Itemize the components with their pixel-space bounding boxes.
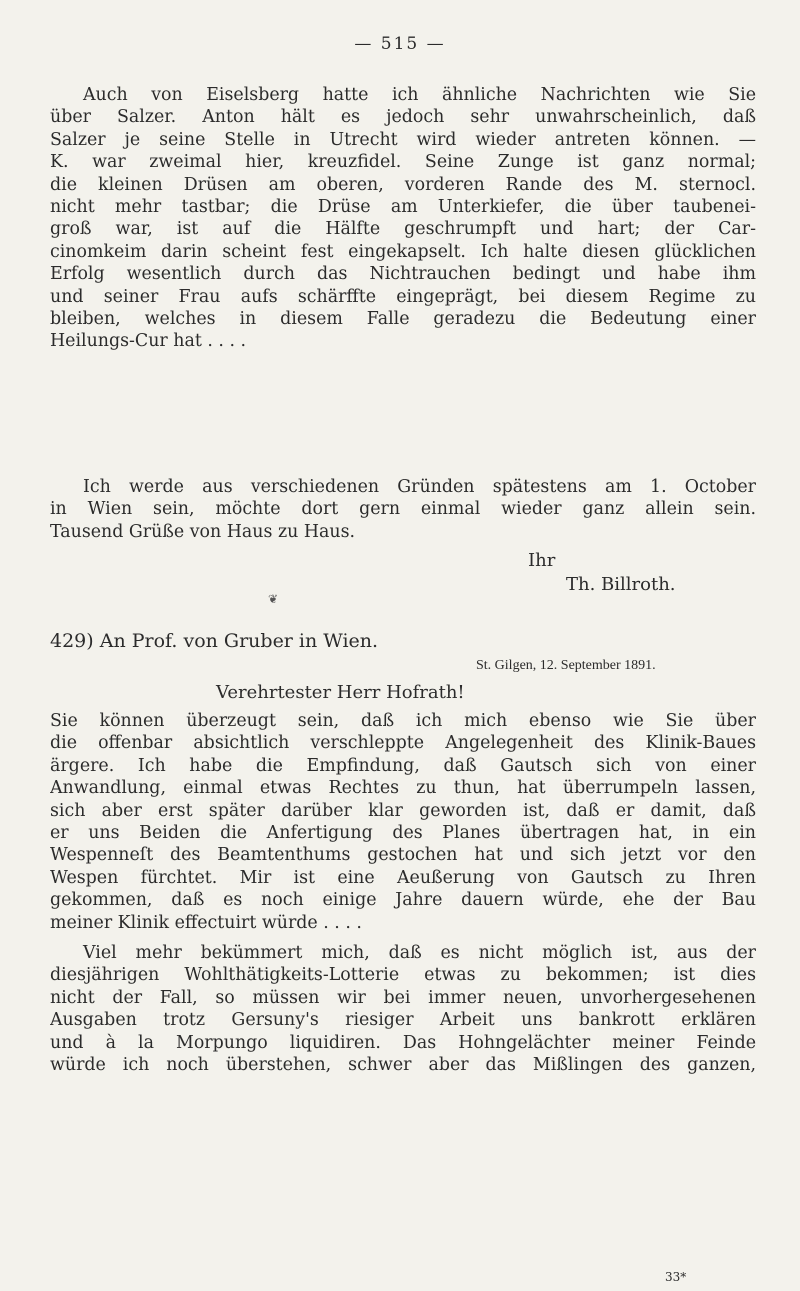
text-line: nicht mehr tastbar; die Drüse am Unterkiefer, die über taubenei- [50,197,756,218]
text-line: groß war, ist auf die Hälfte geschrumpft und hart; der Car- [50,219,756,240]
text-line: Wespenneſt des Beamtenthums gestochen hat und sich jetzt vor den [50,845,756,866]
text-line: ärgere. Ich habe die Empfindung, daß Gautsch sich von einer [50,755,756,776]
text-line: Viel mehr bekümmert mich, daß es nicht möglich ist, aus der [83,943,756,963]
text-line: in Wien sein, möchte dort gern einmal wieder ganz allein sein. [50,499,756,520]
text-line: meiner Klinik effectuirt würde . . . . [50,912,362,933]
text-line: und seiner Frau aufs schärffte eingeprägt, bei diesem Regime zu [50,286,756,307]
text-line: cinomkeim darin scheint fest eingekapselt. Ich halte diesen glücklichen [50,241,756,262]
text-line: K. war zweimal hier, kreuzfidel. Seine Zunge ist ganz normal; [50,152,756,173]
letter-heading: 429) An Prof. von Gruber in Wien. [50,630,379,652]
text-line: die kleinen Drüsen am oberen, vorderen Rande des M. sternocl. [50,174,756,195]
text-line: bleiben, welches in diesem Falle geradezu die Bedeutung einer [50,309,756,330]
text-line: er uns Beiden die Anfertigung des Planes übertragen hat, in ein [50,823,756,844]
text-line: Erfolg wesentlich durch das Nichtrauchen bedingt und habe ihm [50,264,756,285]
text-line: die offenbar absichtlich verschleppte Angelegenheit des Klinik-Baues [50,733,756,754]
signature-closing: Ihr [528,550,556,571]
place-date: St. Gilgen, 12. September 1891. [476,658,656,673]
text-line: Sie können überzeugt sein, daß ich mich ebenso wie Sie über [50,711,756,731]
page-number: 33* [665,1270,687,1284]
signature-name: Th. Billroth. [566,574,676,595]
text-line: Heilungs-Cur hat . . . . [50,331,247,352]
text-line: gekommen, daß es noch einige Jahre dauern würde, ehe der Bau [50,890,756,911]
text-line: Tausend Grüße von Haus zu Haus. [50,521,356,542]
text-line: Anwandlung, einmal etwas Rechtes zu thun, hat überrumpeln lassen, [50,778,756,799]
text-line: Salzer je seine Stelle in Utrecht wird wieder antreten können. — [50,129,756,150]
text-line: und à la Morpungo liquidiren. Das Hohngelächter meiner Feinde [50,1032,756,1053]
paragraph-4 [50,942,756,1076]
paragraph-1 [50,84,756,353]
ornament-icon: ❦ [268,592,279,606]
text-line: diesjährigen Wohlthätigkeits-Lotterie etwas zu bekommen; ist dies [50,965,756,986]
text-line: Ich werde aus verschiedenen Gründen spätestens am 1. October [83,477,756,497]
text-line: nicht der Fall, so müssen wir bei immer neuen, unvorhergesehenen [50,987,756,1008]
text-line: Ausgaben trotz Gersuny's riesiger Arbeit uns bankrott erklären [50,1010,756,1031]
page-header: — 515 — [354,34,446,54]
text-line: Wespen fürchtet. Mir ist eine Aeußerung von Gautsch zu Ihren [50,867,756,888]
text-line: würde ich noch überstehen, schwer aber das Mißlingen des ganzen, [50,1055,756,1076]
text-line: sich aber erst später darüber klar geworden ist, daß er damit, daß [50,800,756,821]
paragraph-3 [50,710,756,934]
text-line: Auch von Eiselsberg hatte ich ähnliche Nachrichten wie Sie [83,85,756,105]
text-line: über Salzer. Anton hält es jedoch sehr unwahrscheinlich, daß [50,107,756,128]
salutation: Verehrtester Herr Hofrath! [216,682,465,703]
paragraph-2 [50,476,756,543]
